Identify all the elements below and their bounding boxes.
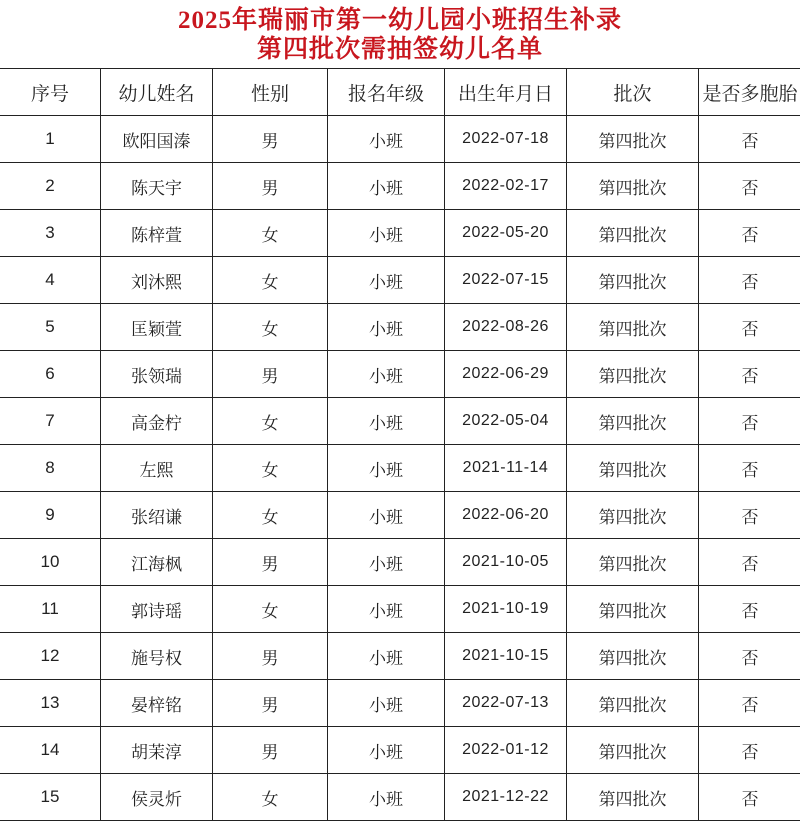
cell-grade: 小班 (328, 680, 445, 727)
table-row (0, 586, 800, 633)
cell-seq-no: 1 (0, 116, 101, 163)
cell-birth-date: 2021-10-15 (445, 633, 567, 680)
header-seq-no: 序号 (0, 69, 101, 116)
cell-seq-no: 13 (0, 680, 101, 727)
cell-batch: 第四批次 (567, 445, 699, 492)
cell-child-name: 江海枫 (101, 539, 213, 586)
cell-is-multiple-birth: 否 (699, 257, 800, 304)
cell-is-multiple-birth: 否 (699, 163, 800, 210)
cell-grade: 小班 (328, 586, 445, 633)
table-row (0, 163, 800, 210)
table-row (0, 304, 800, 351)
cell-grade: 小班 (328, 539, 445, 586)
cell-child-name: 欧阳国溱 (101, 116, 213, 163)
cell-is-multiple-birth: 否 (699, 727, 800, 774)
cell-grade: 小班 (328, 257, 445, 304)
cell-seq-no: 5 (0, 304, 101, 351)
cell-child-name: 晏梓铭 (101, 680, 213, 727)
cell-seq-no: 4 (0, 257, 101, 304)
table-row (0, 398, 800, 445)
cell-birth-date: 2021-10-19 (445, 586, 567, 633)
cell-grade: 小班 (328, 727, 445, 774)
table-row (0, 116, 800, 163)
cell-child-name: 左熙 (101, 445, 213, 492)
cell-is-multiple-birth: 否 (699, 445, 800, 492)
cell-birth-date: 2021-12-22 (445, 774, 567, 821)
header-birth-date: 出生年月日 (445, 69, 567, 116)
table-row (0, 445, 800, 492)
table-row (0, 210, 800, 257)
cell-birth-date: 2022-05-20 (445, 210, 567, 257)
cell-grade: 小班 (328, 163, 445, 210)
cell-gender: 男 (213, 351, 328, 398)
cell-is-multiple-birth: 否 (699, 351, 800, 398)
cell-grade: 小班 (328, 116, 445, 163)
cell-gender: 女 (213, 257, 328, 304)
cell-birth-date: 2022-06-20 (445, 492, 567, 539)
cell-birth-date: 2022-07-15 (445, 257, 567, 304)
table-row (0, 774, 800, 821)
cell-grade: 小班 (328, 492, 445, 539)
header-batch: 批次 (567, 69, 699, 116)
table-row (0, 633, 800, 680)
cell-batch: 第四批次 (567, 539, 699, 586)
table-body (0, 116, 800, 821)
cell-batch: 第四批次 (567, 257, 699, 304)
table-row (0, 257, 800, 304)
cell-gender: 女 (213, 210, 328, 257)
cell-grade: 小班 (328, 351, 445, 398)
title-line-2: 第四批次需抽签幼儿名单 (256, 36, 543, 63)
cell-gender: 男 (213, 116, 328, 163)
cell-child-name: 郭诗瑶 (101, 586, 213, 633)
cell-birth-date: 2022-07-18 (445, 116, 567, 163)
cell-seq-no: 10 (0, 539, 101, 586)
cell-gender: 男 (213, 163, 328, 210)
table-row (0, 680, 800, 727)
cell-is-multiple-birth: 否 (699, 304, 800, 351)
table-row (0, 727, 800, 774)
cell-gender: 男 (213, 680, 328, 727)
cell-birth-date: 2022-02-17 (445, 163, 567, 210)
cell-child-name: 张领瑞 (101, 351, 213, 398)
cell-gender: 男 (213, 727, 328, 774)
cell-batch: 第四批次 (567, 586, 699, 633)
cell-child-name: 胡茉淳 (101, 727, 213, 774)
table-row (0, 492, 800, 539)
cell-is-multiple-birth: 否 (699, 398, 800, 445)
cell-is-multiple-birth: 否 (699, 680, 800, 727)
cell-grade: 小班 (328, 445, 445, 492)
cell-seq-no: 2 (0, 163, 101, 210)
cell-gender: 男 (213, 633, 328, 680)
document-title (0, 0, 800, 68)
cell-birth-date: 2022-05-04 (445, 398, 567, 445)
cell-seq-no: 3 (0, 210, 101, 257)
cell-batch: 第四批次 (567, 116, 699, 163)
cell-seq-no: 6 (0, 351, 101, 398)
cell-is-multiple-birth: 否 (699, 210, 800, 257)
cell-is-multiple-birth: 否 (699, 492, 800, 539)
cell-is-multiple-birth: 否 (699, 774, 800, 821)
cell-gender: 女 (213, 586, 328, 633)
cell-child-name: 陈梓萱 (101, 210, 213, 257)
cell-is-multiple-birth: 否 (699, 116, 800, 163)
cell-child-name: 陈天宇 (101, 163, 213, 210)
cell-gender: 女 (213, 492, 328, 539)
header-gender: 性别 (213, 69, 328, 116)
cell-batch: 第四批次 (567, 163, 699, 210)
header-grade: 报名年级 (328, 69, 445, 116)
cell-batch: 第四批次 (567, 492, 699, 539)
cell-grade: 小班 (328, 398, 445, 445)
cell-birth-date: 2021-11-14 (445, 445, 567, 492)
cell-is-multiple-birth: 否 (699, 539, 800, 586)
cell-birth-date: 2022-06-29 (445, 351, 567, 398)
cell-child-name: 施号权 (101, 633, 213, 680)
cell-batch: 第四批次 (567, 680, 699, 727)
cell-birth-date: 2022-07-13 (445, 680, 567, 727)
cell-seq-no: 7 (0, 398, 101, 445)
cell-birth-date: 2022-01-12 (445, 727, 567, 774)
cell-child-name: 刘沐熙 (101, 257, 213, 304)
header-is-multiple-birth: 是否多胞胎 (699, 69, 800, 116)
cell-child-name: 匡颖萱 (101, 304, 213, 351)
cell-grade: 小班 (328, 210, 445, 257)
cell-seq-no: 15 (0, 774, 101, 821)
cell-is-multiple-birth: 否 (699, 586, 800, 633)
table-row (0, 539, 800, 586)
cell-gender: 女 (213, 398, 328, 445)
cell-grade: 小班 (328, 304, 445, 351)
cell-seq-no: 12 (0, 633, 101, 680)
cell-seq-no: 9 (0, 492, 101, 539)
cell-seq-no: 11 (0, 586, 101, 633)
cell-child-name: 张绍谦 (101, 492, 213, 539)
cell-grade: 小班 (328, 774, 445, 821)
cell-batch: 第四批次 (567, 398, 699, 445)
cell-batch: 第四批次 (567, 774, 699, 821)
cell-is-multiple-birth: 否 (699, 633, 800, 680)
cell-gender: 女 (213, 445, 328, 492)
cell-batch: 第四批次 (567, 304, 699, 351)
cell-batch: 第四批次 (567, 210, 699, 257)
cell-grade: 小班 (328, 633, 445, 680)
cell-batch: 第四批次 (567, 633, 699, 680)
title-line-1: 2025年瑞丽市第一幼儿园小班招生补录 (177, 7, 622, 34)
cell-seq-no: 8 (0, 445, 101, 492)
cell-child-name: 高金柠 (101, 398, 213, 445)
cell-child-name: 侯灵炘 (101, 774, 213, 821)
header-child-name: 幼儿姓名 (101, 69, 213, 116)
cell-batch: 第四批次 (567, 351, 699, 398)
table-row (0, 351, 800, 398)
cell-gender: 女 (213, 304, 328, 351)
cell-seq-no: 14 (0, 727, 101, 774)
cell-gender: 女 (213, 774, 328, 821)
cell-birth-date: 2022-08-26 (445, 304, 567, 351)
cell-birth-date: 2021-10-05 (445, 539, 567, 586)
cell-gender: 男 (213, 539, 328, 586)
lottery-list-table (0, 68, 800, 821)
cell-batch: 第四批次 (567, 727, 699, 774)
table-header-row (0, 69, 800, 116)
